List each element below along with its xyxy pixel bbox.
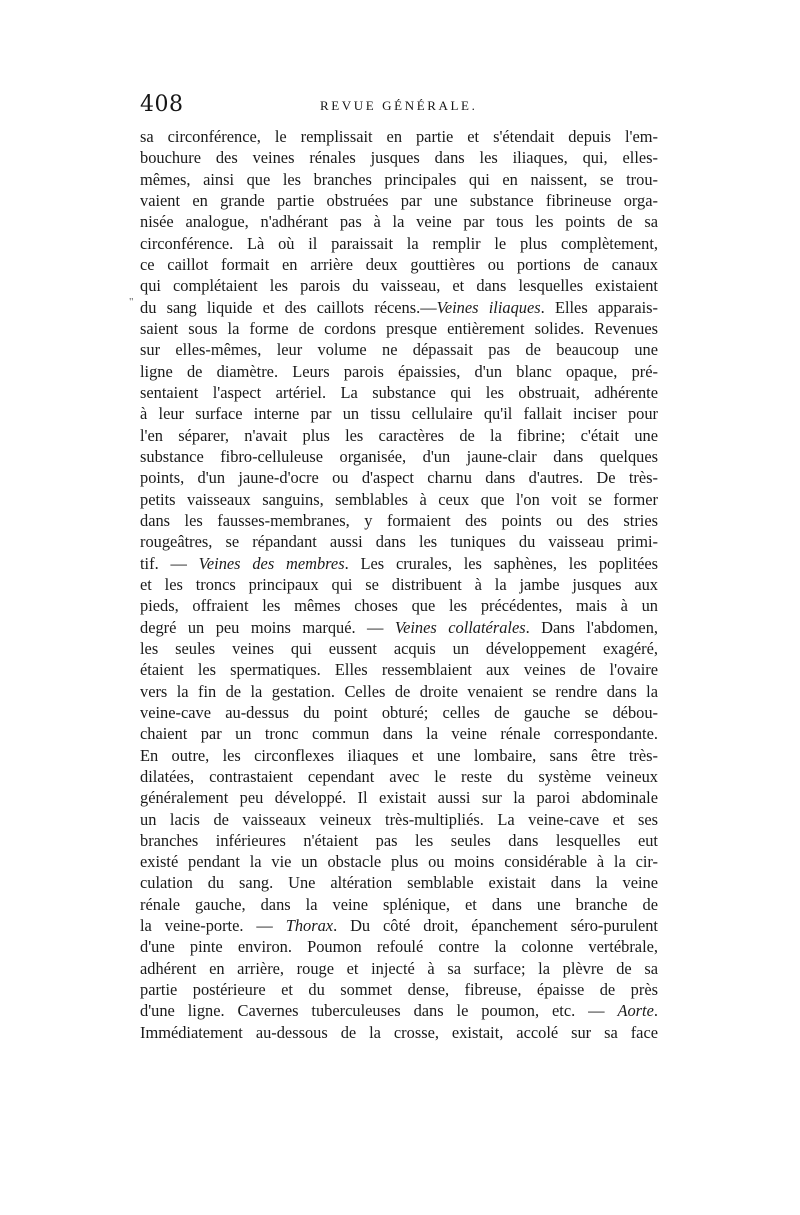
text-line: [140, 254, 658, 275]
text-segment: degré un peu moins marqué. —: [140, 617, 395, 637]
text-segment: existé pendant la vie un obstacle plus ou moins considérable à la cir-: [140, 852, 658, 872]
text-line: [140, 766, 658, 787]
text-line: [140, 915, 658, 936]
text-line: [140, 595, 658, 616]
text-segment: ce caillot formait en arrière deux gouttières ou portions de canaux: [140, 254, 658, 274]
margin-mark: ": [129, 296, 134, 308]
text-segment: bouchure des veines rénales jusques dans les iliaques, qui, elles-: [140, 148, 658, 168]
running-title: REVUE GÉNÉRALE.: [320, 98, 478, 113]
text-segment: d'une pinte environ. Poumon refoulé contre la colonne vertébrale,: [140, 937, 658, 957]
text-segment: d'une ligne. Cavernes tuberculeuses dans le poumon, etc. —: [140, 1001, 618, 1021]
text-segment: nisée analogue, n'adhérant pas à la veine par tous les points de sa: [140, 212, 658, 232]
text-line: [140, 574, 658, 595]
text-line: [140, 467, 658, 488]
text-line: [140, 809, 658, 830]
running-head: [140, 92, 658, 122]
text-segment: saient sous la forme de cordons presque entièrement solides. Revenues: [140, 318, 658, 338]
text-segment: . Du côté droit, épanchement séro-purulent: [333, 916, 658, 936]
text-segment: petits vaisseaux sanguins, semblables à ceux que l'on voit se former: [140, 489, 658, 509]
text-line: [140, 872, 658, 893]
text-line: [140, 403, 658, 424]
text-line: [140, 446, 658, 467]
text-segment: l'en séparer, n'avait plus les caractères de la fibrine; c'était une: [140, 425, 658, 445]
text-segment: substance fibro-celluleuse organisée, d'un jaune-clair dans quelques: [140, 446, 658, 466]
text-line: [140, 382, 658, 403]
text-line: [140, 638, 658, 659]
text-segment: sa circonférence, le remplissait en partie et s'étendait depuis l'em-: [140, 127, 658, 146]
text-line: [140, 723, 658, 744]
text-segment: circonférence. Là où il paraissait la remplir le plus complètement,: [140, 233, 658, 253]
text-line: [140, 211, 658, 232]
text-line: [140, 830, 658, 851]
italic-heading: Aorte: [617, 1001, 654, 1021]
text-line: [140, 126, 658, 147]
text-line: [140, 681, 658, 702]
text-segment: tif. —: [140, 553, 199, 573]
text-segment: Immédiatement au-dessous de la crosse, existait, accolé sur sa face: [140, 1022, 658, 1042]
text-line: [140, 617, 658, 638]
text-line: [140, 147, 658, 168]
text-segment: adhérent en arrière, rouge et injecté à sa surface; la plèvre de sa: [140, 958, 658, 978]
text-segment: .: [653, 1001, 658, 1021]
text-line: [140, 190, 658, 211]
text-segment: du sang liquide et des caillots récens.—: [140, 297, 437, 317]
text-segment: vaient en grande partie obstruées par une substance fibrineuse orga-: [140, 190, 658, 210]
text-line: [140, 1022, 658, 1043]
text-line: [140, 339, 658, 360]
text-line: [140, 936, 658, 957]
text-segment: branches inférieures n'étaient pas les seules dans lesquelles eut: [140, 830, 658, 850]
text-line: [140, 787, 658, 808]
text-line: [140, 659, 658, 680]
text-line: [140, 958, 658, 979]
text-line: [140, 233, 658, 254]
text-segment: la veine-porte. —: [140, 916, 286, 936]
text-line: [140, 1000, 658, 1021]
text-segment: à leur surface interne par un tissu cellulaire qu'il fallait inciser pour: [140, 404, 658, 424]
text-line: [140, 553, 658, 574]
text-line: [140, 979, 658, 1000]
text-line: [140, 894, 658, 915]
text-line: [140, 361, 658, 382]
text-segment: culation du sang. Une altération semblable existait dans la veine: [140, 873, 658, 893]
text-segment: points, d'un jaune-d'ocre ou d'aspect charnu dans d'autres. De très-: [140, 468, 658, 488]
text-segment: sur elles-mêmes, leur volume ne dépassait pas de beaucoup une: [140, 340, 658, 360]
text-line: [140, 510, 658, 531]
text-segment: dilatées, contrastaient cependant avec le reste du système veineux: [140, 766, 658, 786]
text-segment: rénale gauche, dans la veine splénique, et dans une branche de: [140, 894, 658, 914]
text-segment: veine-cave au-dessus du point obturé; celles de gauche se débou-: [140, 702, 658, 722]
text-segment: pieds, offraient les mêmes choses que les précédentes, mais à un: [140, 596, 658, 616]
text-line: [140, 425, 658, 446]
text-segment: les seules veines qui eussent acquis un développement exagéré,: [140, 638, 658, 658]
text-segment: chaient par un tronc commun dans la veine rénale correspondante.: [140, 724, 658, 744]
text-segment: partie postérieure et du sommet dense, fibreuse, épaisse de près: [140, 980, 658, 1000]
text-segment: qui complétaient les parois du vaisseau, et dans lesquelles existaient: [140, 276, 658, 296]
italic-heading: Thorax: [285, 916, 334, 936]
text-segment: . Dans l'abdomen,: [525, 617, 659, 637]
text-line: [140, 297, 658, 318]
text-segment: rougeâtres, se répandant aussi dans les tuniques du vaisseau primi-: [140, 532, 658, 552]
text-line: [140, 318, 658, 339]
text-line: [140, 169, 658, 190]
body-text: [140, 126, 658, 1043]
text-segment: . Elles apparais-: [540, 297, 658, 317]
text-segment: ligne de diamètre. Leurs parois épaissies, d'un blanc opaque, pré-: [140, 361, 658, 381]
text-segment: généralement peu développé. Il existait aussi sur la paroi abdominale: [140, 788, 658, 808]
text-segment: vers la fin de la gestation. Celles de droite venaient se rendre dans la: [140, 681, 658, 701]
text-segment: dans les fausses-membranes, y formaient des points ou des stries: [140, 510, 658, 530]
text-line: [140, 851, 658, 872]
text-segment: étaient les spermatiques. Elles ressemblaient aux veines de l'ovaire: [140, 660, 658, 680]
text-line: [140, 745, 658, 766]
italic-heading: Veines collatérales: [394, 617, 526, 637]
text-segment: En outre, les circonflexes iliaques et une lombaire, sans être très-: [140, 745, 658, 765]
page-number: 408: [140, 92, 184, 117]
italic-heading: Veines des membres: [198, 553, 345, 573]
text-line: [140, 531, 658, 552]
text-segment: et les troncs principaux qui se distribuent à la jambe jusques aux: [140, 574, 658, 594]
text-line: [140, 489, 658, 510]
text-line: [140, 702, 658, 723]
text-line: [140, 275, 658, 296]
italic-heading: Veines iliaques: [436, 297, 541, 317]
text-segment: un lacis de vaisseaux veineux très-multipliés. La veine-cave et ses: [140, 809, 658, 829]
text-segment: mêmes, ainsi que les branches principales qui en naissent, se trou-: [140, 169, 658, 189]
text-segment: . Les crurales, les saphènes, les poplitées: [344, 553, 658, 573]
text-segment: sentaient l'aspect artériel. La substance qui les obstruait, adhérente: [140, 382, 658, 402]
